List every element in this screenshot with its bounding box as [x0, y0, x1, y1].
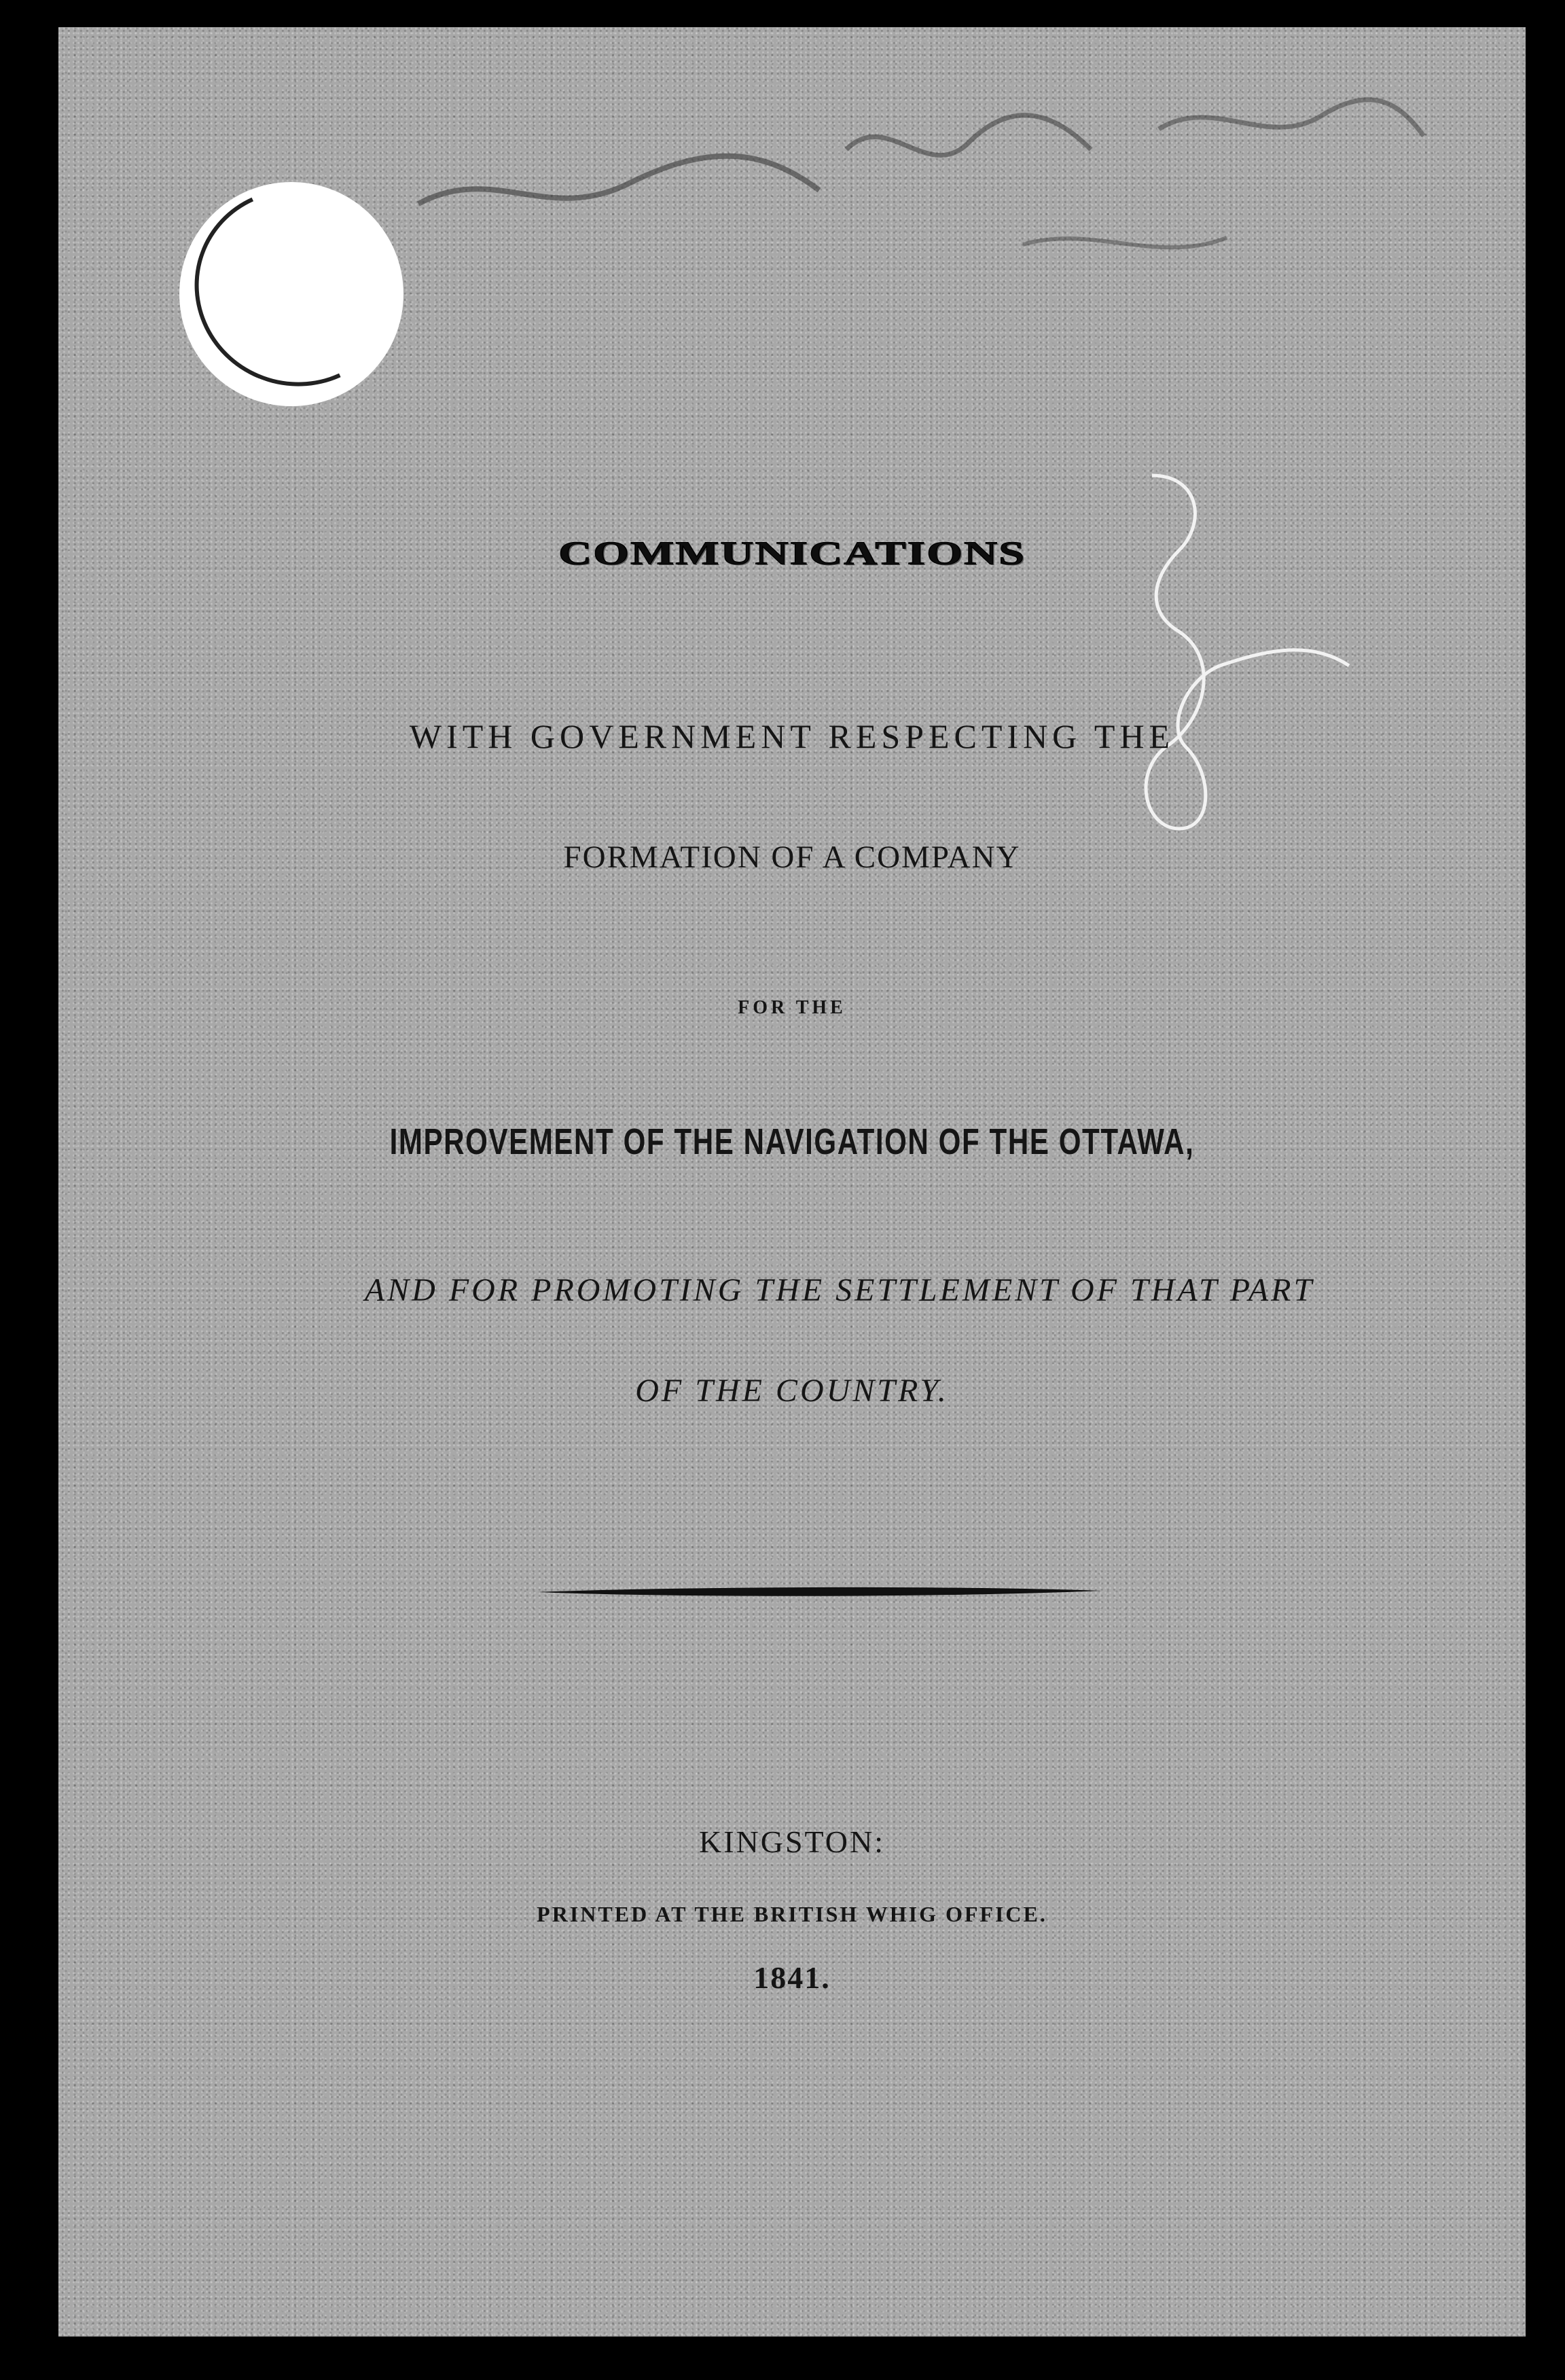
imprint-place: KINGSTON: — [698, 1824, 886, 1859]
document-title: COMMUNICATIONS — [558, 534, 1026, 572]
handwritten-scribble — [412, 68, 1431, 285]
subtitle-line-1: WITH GOVERNMENT RESPECTING THE — [409, 717, 1175, 755]
pen-flourish-mark — [1104, 462, 1458, 883]
document-page — [58, 27, 1526, 2337]
subtitle-line-6: OF THE COUNTRY. — [635, 1373, 949, 1409]
decorative-rule — [537, 1583, 1101, 1602]
subtitle-line-5: AND FOR PROMOTING THE SETTLEMENT OF THAT PART — [364, 1272, 1315, 1308]
subtitle-line-3: FOR THE — [738, 997, 846, 1018]
subtitle-line-2: FORMATION OF A COMPANY — [563, 840, 1021, 875]
imprint-printer: PRINTED AT THE BRITISH WHIG OFFICE. — [537, 1902, 1047, 1926]
imprint-year: 1841. — [753, 1960, 831, 1995]
subtitle-line-4: IMPROVEMENT OF THE NAVIGATION OF THE OTTAWA, — [389, 1121, 1195, 1162]
label-ring-mark — [166, 160, 425, 414]
